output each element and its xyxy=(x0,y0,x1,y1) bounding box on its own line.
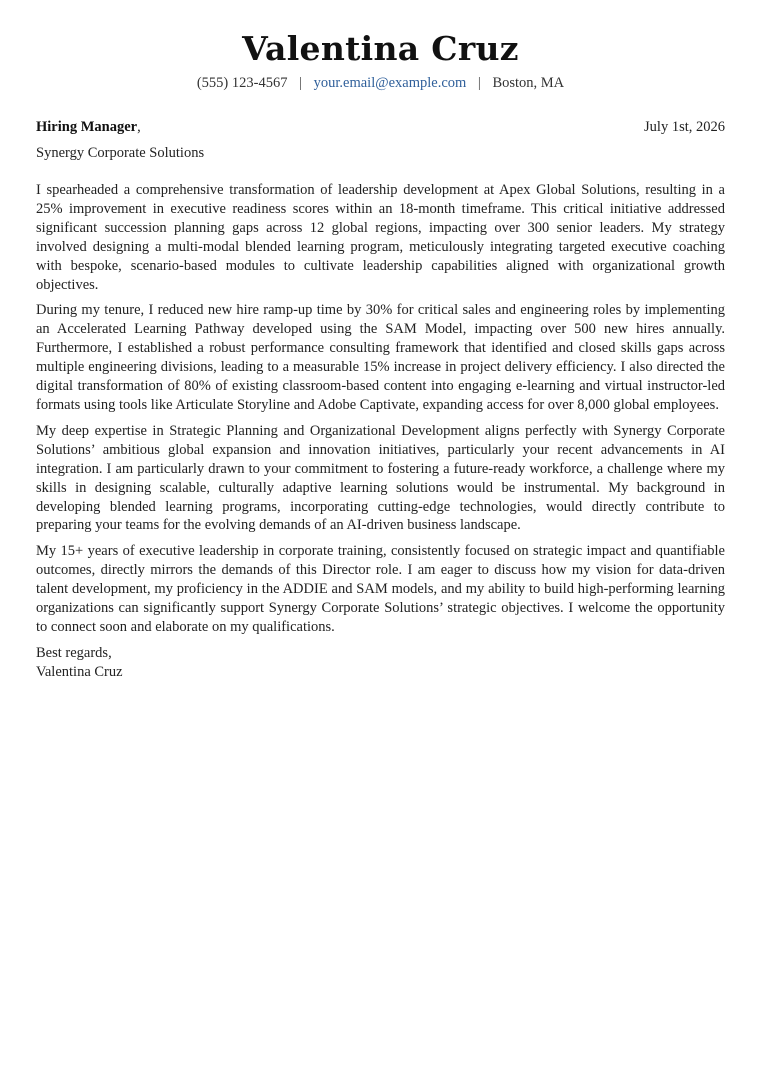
contact-separator: | xyxy=(477,75,481,91)
recipient-suffix: , xyxy=(137,119,141,135)
contact-separator: | xyxy=(299,75,302,91)
signature-name: Valentina Cruz xyxy=(36,663,123,680)
recipient-line xyxy=(36,118,141,136)
closing-phrase: Best regards, xyxy=(36,644,112,661)
location: Boston, MA xyxy=(492,75,565,91)
company-name: Synergy Corporate Solutions xyxy=(36,145,205,161)
phone-number: (555) 123-4567 xyxy=(196,75,288,91)
recipient-name: Hiring Manager xyxy=(36,119,138,135)
letter-date: July 1st, 2026 xyxy=(644,119,725,135)
email-link[interactable]: your.email@example.com xyxy=(313,75,467,91)
contact-line xyxy=(36,74,725,92)
cover-letter-page xyxy=(36,0,725,1075)
body-paragraph: My 15+ years of executive leadership in corporate training, consistently focused on strategic impact and quantifiable outcomes, directly mirrors the demands of this Director role. I am eager to discuss how my vision for data-driven talent development, my proficiency in the ADDIE and SAM models, and my ability to build high-performing learning organizations can significantly support Synergy Corporate Solutions’ strategic objectives. I welcome the opportunity to connect soon and elaborate on my qualifications. xyxy=(36,543,725,635)
letter-body xyxy=(36,181,725,637)
closing-block xyxy=(36,644,725,682)
applicant-name: Valentina Cruz xyxy=(242,29,519,68)
body-paragraph: I spearheaded a comprehensive transformation of leadership development at Apex Global Solutions, resulting in a 25% improvement in executive readiness scores within an 18-month timeframe. This critical initiative addressed significant succession planning gaps across 12 global regions, impacting over 300 senior leaders. My strategy involved designing a multi-modal blended learning program, meticulously integrating targeted executive coaching with bespoke, scenario-based modules to cultivate leadership capabilities aligned with organizational growth objectives. xyxy=(36,182,725,293)
body-paragraph: During my tenure, I reduced new hire ramp-up time by 30% for critical sales and engineering roles by implementing an Accelerated Learning Pathway developed using the SAM Model, impacting over 500 new hires annually. Furthermore, I established a robust performance consulting framework that identified and closed skills gaps across multiple engineering divisions, leading to a measurable 15% increase in project delivery efficiency. I also directed the digital transformation of 80% of existing classroom-based content into engaging e-learning and virtual instructor-led formats using tools like Articulate Storyline and Adobe Captivate, expanding access for over 8,000 global employees. xyxy=(36,302,725,413)
recipient-date-row xyxy=(36,118,725,136)
body-paragraph: My deep expertise in Strategic Planning and Organizational Development aligns perfectly with Synergy Corporate Solutions’ ambitious global expansion and innovation initiatives, particularly your recent advancements in AI integration. I am particularly drawn to your commitment to fostering a future-ready workforce, a challenge where my skills in designing scalable, culturally adaptive learning solutions would be instrumental. My background in developing blended learning programs, incorporating cutting-edge technologies, would directly contribute to preparing your teams for the evolving demands of an AI-driven business landscape. xyxy=(36,422,725,534)
